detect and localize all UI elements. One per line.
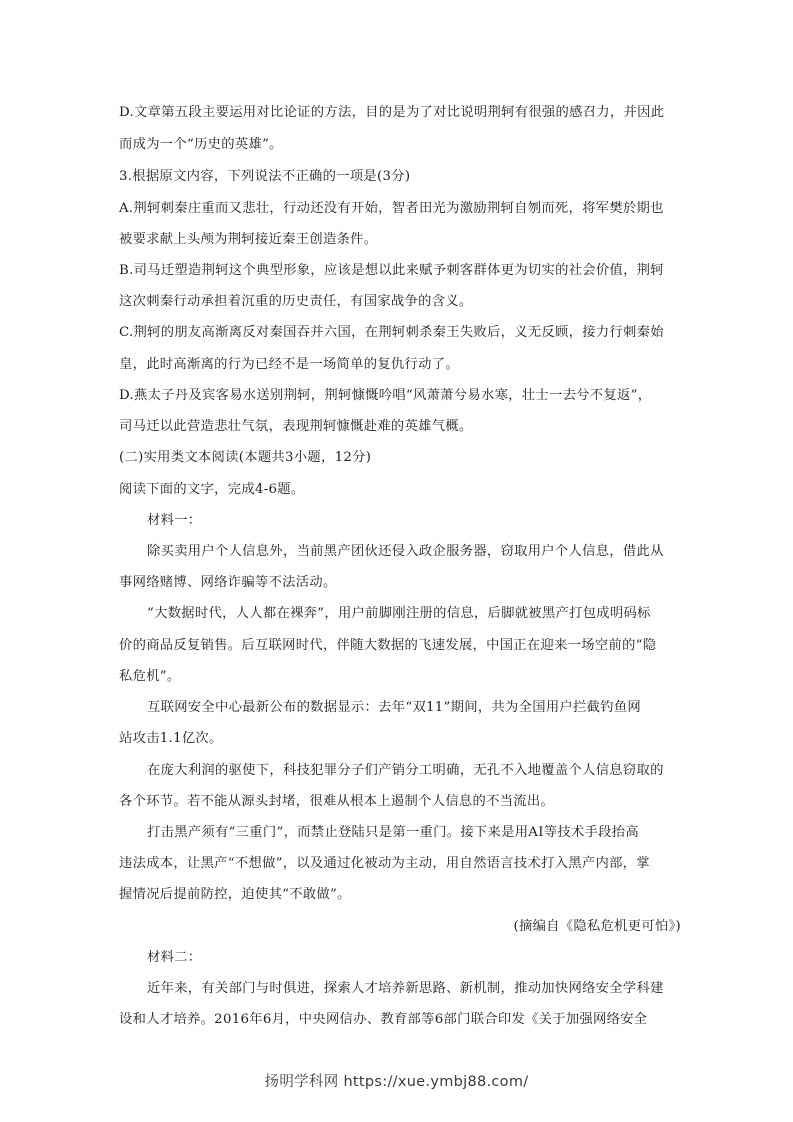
paragraph-5-line-1: 打击黑产须有“三重门”，而禁止登陆只是第一重门。接下来是用AI等技术手段抬高 xyxy=(147,825,639,840)
option-a-line-2: 被要求献上头颅为荆轲接近秦王创造条件。 xyxy=(119,232,378,247)
option-d2-line-1: D.燕太子丹及宾客易水送别荆轲，荆轲慷慨吟唱“风萧萧兮易水寒，壮士一去兮不复返”， xyxy=(119,388,652,403)
reading-instruction: 阅读下面的文字，完成4-6题。 xyxy=(119,482,305,497)
paragraph-6-line-2: 设和人才培养。2016年6月，中央网信办、教育部等6部门联合印发《关于加强网络安全 xyxy=(119,1012,648,1027)
material-2-label: 材料二： xyxy=(147,950,202,965)
option-c-line-2: 皇，此时高渐离的行为已经不是一场简单的复仇行动了。 xyxy=(119,357,459,372)
paragraph-5-line-2: 违法成本，让黑产“不想做”，以及通过化被动为主动，用自然语言技术打入黑产内部，掌 xyxy=(119,856,650,871)
paragraph-4-line-2: 各个环节。若不能从源头封堵，很难从根本上遏制个人信息的不当流出。 xyxy=(119,794,555,809)
option-c-line-1: C.荆轲的朋友高渐离反对秦国吞并六国，在荆轲刺杀秦王失败后，义无反顾，接力行刺秦始 xyxy=(119,325,664,340)
option-a-line-1: A.荆轲刺秦庄重而又悲壮，行动还没有开始，智者田光为激励荆轲自刎而死，将军樊於期也 xyxy=(119,201,664,216)
option-d-line-1: D.文章第五段主要运用对比论证的方法，目的是为了对比说明荆轲有很强的感召力，并因此 xyxy=(119,105,665,120)
paragraph-5-line-3: 握情况后提前防控，迫使其“不敢做”。 xyxy=(119,887,351,902)
paragraph-4-line-1: 在庞大利润的驱使下，科技犯罪分子们产销分工明确，无孔不入地覆盖个人信息窃取的 xyxy=(147,763,664,778)
source-citation: (摘编自《隐私危机更可怕》) xyxy=(513,919,681,934)
option-d2-line-2: 司马迁以此营造悲壮气氛，表现荆轲慷慨赴难的英雄气概。 xyxy=(119,419,473,434)
section-heading: (二)实用类文本阅读(本题共3小题，12分) xyxy=(119,450,372,465)
paragraph-1-line-2: 事网络赌博、网络诈骗等不法活动。 xyxy=(119,575,337,590)
footer-watermark: 扬明学科网 https://xue.ymbj88.com/ xyxy=(264,1074,529,1090)
paragraph-3-line-2: 站攻击1.1亿次。 xyxy=(119,731,223,746)
paragraph-6-line-1: 近年来，有关部门与时俱进，探索人才培养新思路、新机制，推动加快网络安全学科建 xyxy=(147,981,664,996)
option-b-line-1: B.司马迁塑造荆轲这个典型形象，应该是想以此来赋予刺客群体更为切实的社会价值，荆轲 xyxy=(119,263,664,278)
material-1-label: 材料一： xyxy=(147,513,202,528)
paragraph-1-line-1: 除买卖用户个人信息外，当前黑产团伙还侵入政企服务器，窃取用户个人信息，借此从 xyxy=(147,544,664,559)
question-3-stem: 3.根据原文内容，下列说法不正确的一项是(3分) xyxy=(119,169,411,184)
paragraph-2-line-2: 价的商品反复销售。后互联网时代，伴随大数据的飞速发展，中国正在迎来一场空前的“隐 xyxy=(119,638,657,653)
option-d-line-2: 而成为一个“历史的英雄”。 xyxy=(119,137,283,152)
paragraph-2-line-1: “大数据时代，人人都在裸奔”，用户前脚刚注册的信息，后脚就被黑产打包成明码标 xyxy=(147,606,651,621)
paragraph-3-line-1: 互联网安全中心最新公布的数据显示：去年“双11”期间，共为全国用户拦截钓鱼网 xyxy=(147,700,642,715)
option-b-line-2: 这次刺秦行动承担着沉重的历史责任，有国家战争的含义。 xyxy=(119,294,473,309)
paragraph-2-line-3: 私危机”。 xyxy=(119,669,181,684)
